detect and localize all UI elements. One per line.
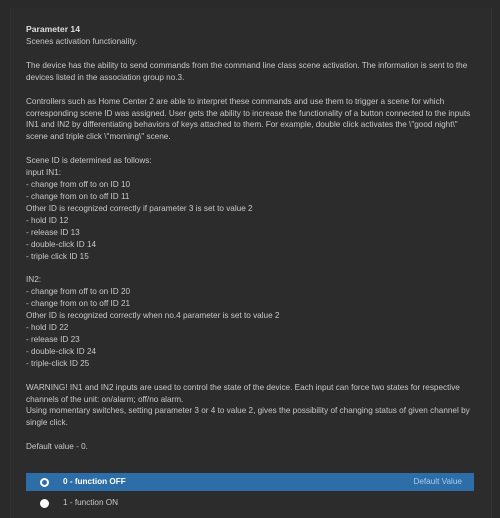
description-paragraph-2: Controllers such as Home Center 2 are able to interpret these commands and use them to trigger a scene for which corresponding scene ID was assigned. User gets the ability to increase the functionality of a button connected to the inputs IN1 and IN2 by differentiating behaviors of keys attached to them. For example, double click activates the \"good night\" scene and triple click \"morning\" scene.	[26, 96, 473, 142]
option-list	[26, 473, 474, 512]
scene-id-block-in1: Scene ID is determined as follows: input IN1: - change from off to on ID 10 - change from on to off ID 11 Other ID is recognized correctly if parameter 3 is set to value 2 - hold ID 12 - release ID 13 - double-click ID 14 - triple click ID 15	[26, 156, 253, 261]
default-value-text: Default value - 0.	[26, 442, 88, 452]
radio-unselected-icon[interactable]	[40, 499, 49, 508]
description-paragraph-1: The device has the ability to send commands from the command line class scene activation. The information is sent to the devices listed in the association group no.3.	[26, 60, 470, 82]
option-function-on[interactable]	[26, 494, 474, 512]
default-value-badge: Default Value	[413, 477, 462, 487]
option-function-off[interactable]	[26, 473, 474, 491]
parameter-description	[0, 24, 500, 453]
scene-id-block-in2: IN2: - change from off to on ID 20 - change from on to off ID 21 Other ID is recognized correctly when no.4 parameter is set to value 2 - hold ID 22 - release ID 23 - double-click ID 24 - triple-click ID 25	[26, 275, 280, 368]
warning-text: WARNING! IN1 and IN2 inputs are used to control the state of the device. Each input can force two states for respective channels of the unit: on/alarm; off/no alarm. Using momentary switches, setting parameter 3 or 4 to value 2, gives the possibility of changing status of given channel by single click.	[26, 382, 470, 428]
parameter-title: Parameter 14	[26, 24, 80, 34]
option-label: 0 - function OFF	[63, 477, 126, 487]
radio-selected-icon[interactable]	[40, 478, 49, 487]
option-label: 1 - function ON	[63, 498, 119, 508]
parameter-subtitle: Scenes activation functionality.	[26, 36, 138, 46]
